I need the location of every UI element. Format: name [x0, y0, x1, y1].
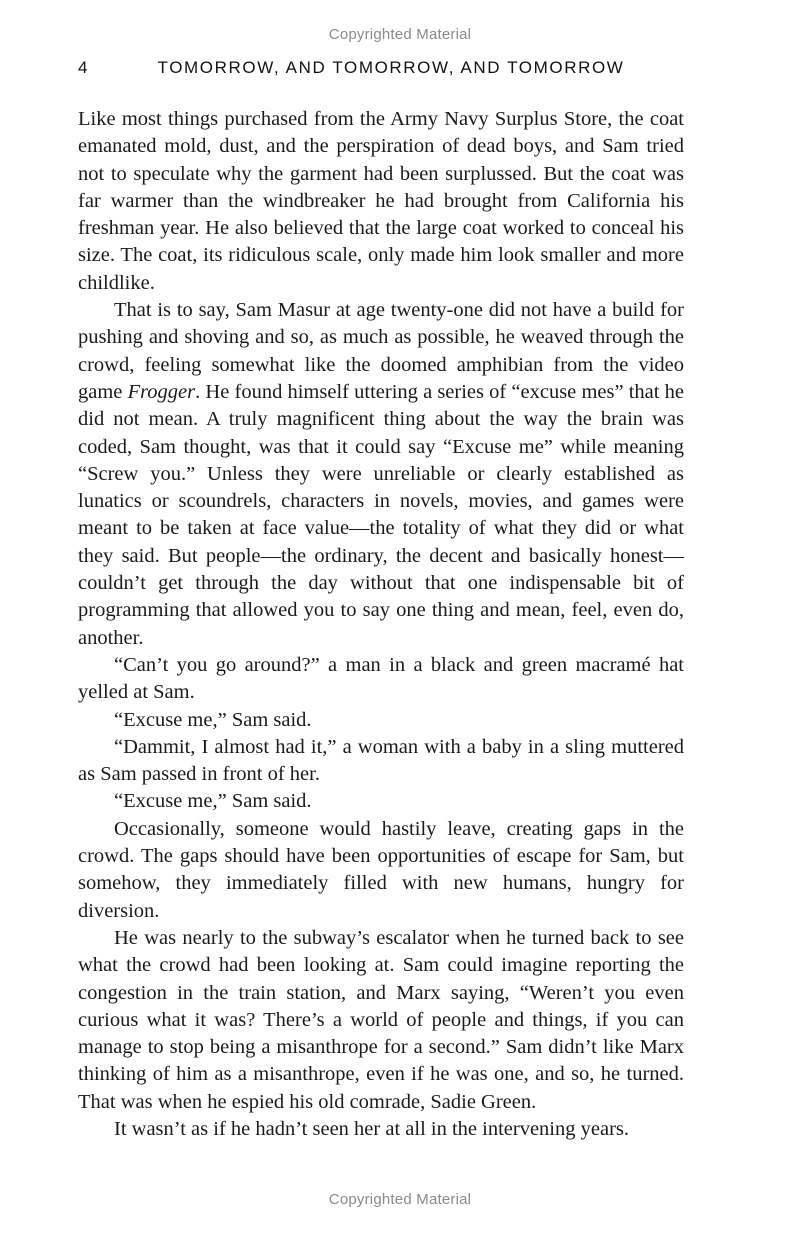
- paragraph: [78, 297, 684, 652]
- paragraph: “Excuse me,” Sam said.: [114, 790, 312, 813]
- paragraph: It wasn’t as if he hadn’t seen her at all in the intervening years.: [114, 1117, 629, 1140]
- paragraph-text: That is to say, Sam Masur at age twenty-one did not have a build for pushing and shoving and so, as much as possible, he weaved through the crowd, feeling somewhat like the doomed amphibian from the video game: [78, 299, 684, 403]
- paragraph: Like most things purchased from the Army Navy Surplus Store, the coat emanated mold, dust, and the perspiration of dead boys, and Sam tried not to speculate why the garment had been surplussed. But the coat was far warmer than the windbreaker he had brought from California his freshman year. He also believed that the large coat worked to conceal his size. The coat, its ridiculous scale, only made him look smaller and more childlike.: [78, 108, 684, 294]
- copyright-watermark-bottom: Copyrighted Material: [328, 1191, 472, 1208]
- game-title-italic: Frogger: [127, 380, 196, 403]
- paragraph: “Dammit, I almost had it,” a woman with a baby in a sling muttered as Sam passed in front of her.: [78, 735, 684, 786]
- paragraph-text: . He found himself uttering a series of “excuse mes” that he did not mean. A truly magnificent thing about the way the brain was coded, Sam thought, was that it could say “Excuse me” while meaning “Screw you.” Unless they were unreliable or clearly established as lunatics or scoundrels, characters in novels, movies, and games were meant to be taken at face value—the totality of what they did or what they said. But people—the ordinary, the decent and basically honest—couldn’t get through the day without that one indispensable bit of programming that allowed you to say one thing and mean, feel, even do, another.: [78, 380, 684, 649]
- running-head: [78, 58, 684, 82]
- paragraph: “Excuse me,” Sam said.: [114, 708, 312, 731]
- body-text: [78, 106, 684, 1143]
- copyright-watermark-top: Copyrighted Material: [328, 26, 472, 43]
- paragraph: Occasionally, someone would hastily leave, creating gaps in the crowd. The gaps should have been opportunities of escape for Sam, but somehow, they immediately filled with new humans, hungry for diversion.: [78, 817, 684, 922]
- paragraph: He was nearly to the subway’s escalator when he turned back to see what the crowd had been looking at. Sam could imagine reporting the congestion in the train station, and Marx saying, “Weren’t you even curious what it was? There’s a world of people and things, if you can manage to stop being a misanthrope for a second.” Sam didn’t like Marx thinking of him as a misanthrope, even if he was one, and so, he turned. That was when he espied his old comrade, Sadie Green.: [78, 926, 684, 1113]
- page-number: 4: [78, 58, 90, 77]
- book-title: TOMORROW, AND TOMORROW, AND TOMORROW: [157, 58, 625, 77]
- paragraph: “Can’t you go around?” a man in a black and green macramé hat yelled at Sam.: [78, 653, 684, 704]
